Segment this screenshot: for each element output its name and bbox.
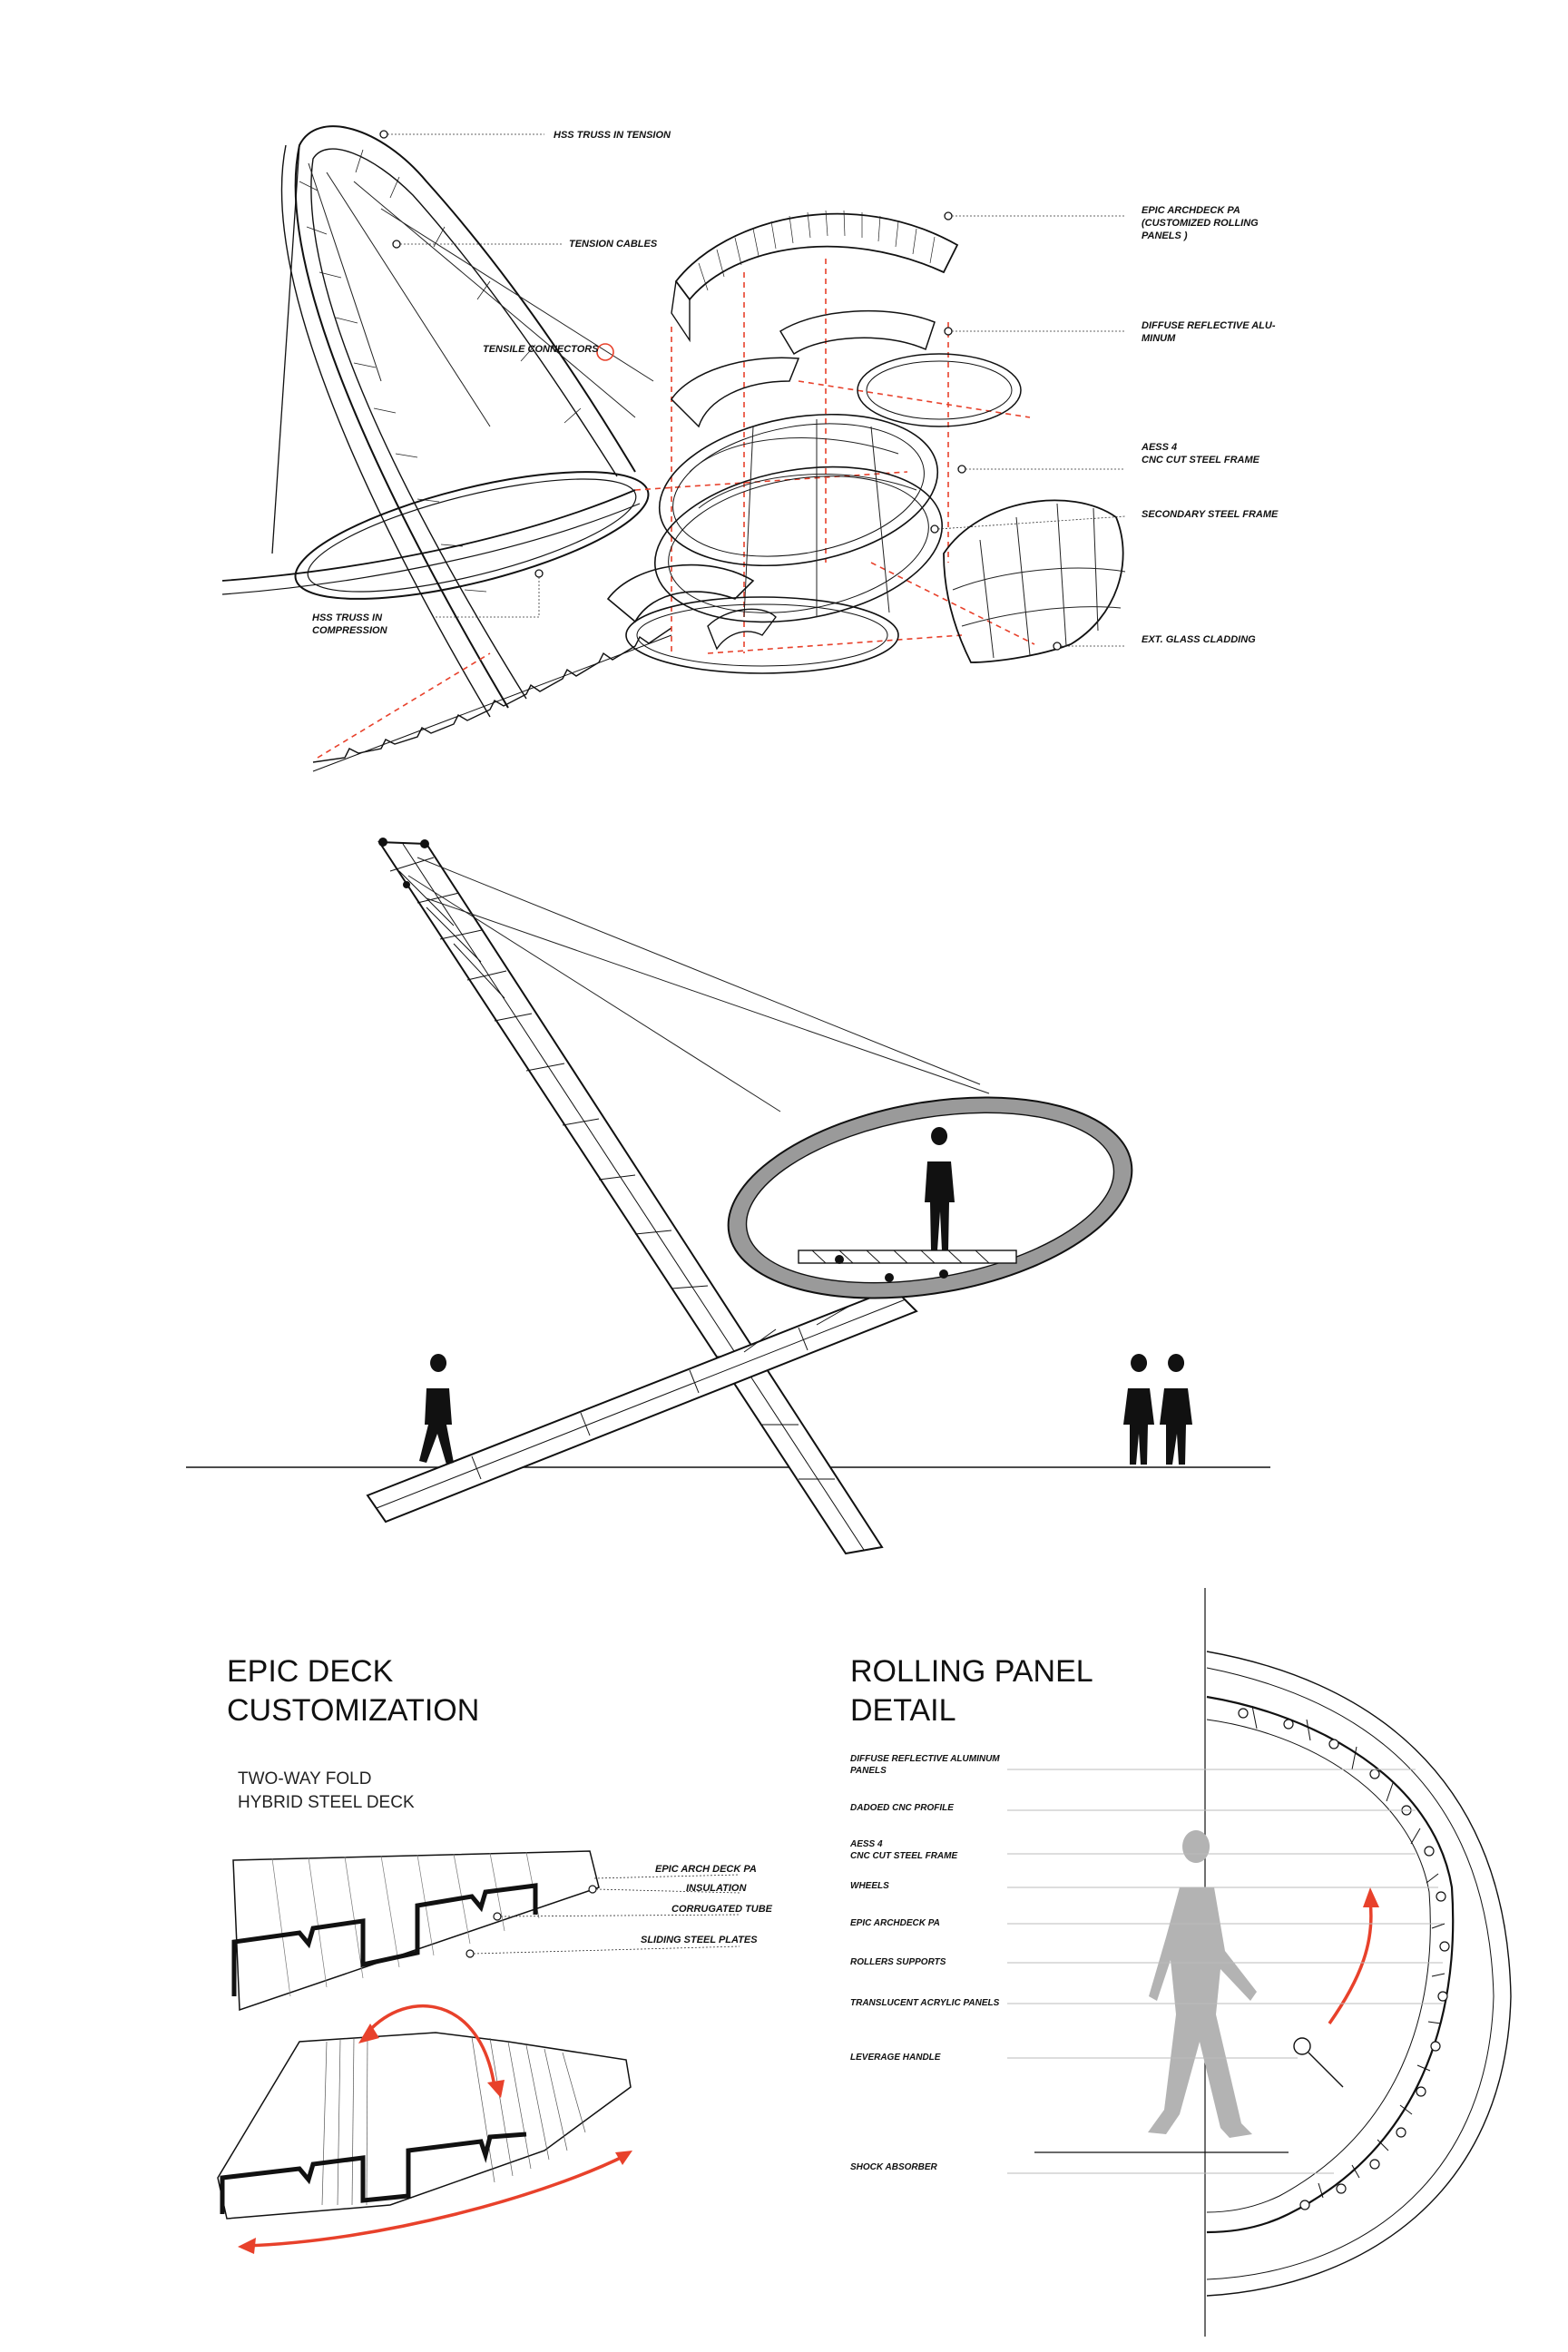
label-epic-arch-deck: EPIC ARCH DECK PA (655, 1864, 757, 1875)
label-corrugated-tube: CORRUGATED TUBE (671, 1904, 773, 1915)
walking-person-right-2 (1160, 1354, 1192, 1465)
elevation-drawing (186, 838, 1270, 1553)
deck-title-line1: EPIC DECK (227, 1654, 394, 1689)
arch-truss-drawing (222, 126, 671, 771)
label-diffuse-aluminum-panels-1: DIFFUSE REFLECTIVE ALUMINUM (850, 1754, 1000, 1764)
label-epic-archdeck-1: EPIC ARCHDECK PA (1142, 205, 1240, 216)
elevated-ring (712, 1069, 1148, 1328)
label-leverage-handle: LEVERAGE HANDLE (850, 2053, 941, 2063)
rolling-title-line1: ROLLING PANEL (850, 1654, 1093, 1689)
deck-section-drawing (233, 1851, 599, 2010)
label-aess4-1: AESS 4 (1142, 442, 1178, 453)
glass-cladding-drawing (944, 500, 1125, 662)
label-dadoed-cnc-profile: DADOED CNC PROFILE (850, 1803, 954, 1813)
rolling-track-drawing (1207, 1651, 1511, 2296)
red-assembly-lines (318, 259, 1034, 758)
label-tensile-connectors: TENSILE CONNECTORS (483, 344, 599, 355)
label-rollers-supports: ROLLERS SUPPORTS (850, 1957, 946, 1967)
label-tension-cables: TENSION CABLES (569, 239, 658, 250)
label-hss-truss-compression-1: HSS TRUSS IN (312, 612, 383, 623)
steel-frame-drawing (608, 394, 955, 673)
exploded-axonometric (222, 126, 1279, 771)
label-epic-archdeck-2: (CUSTOMIZED ROLLING (1142, 218, 1259, 229)
label-diffuse-aluminum-1: DIFFUSE REFLECTIVE ALU- (1142, 320, 1276, 331)
label-sliding-steel-plates: SLIDING STEEL PLATES (641, 1935, 758, 1945)
label-insulation: INSULATION (686, 1883, 747, 1894)
label-epic-archdeck-rolling: EPIC ARCHDECK PA (850, 1918, 940, 1928)
label-secondary-steel-frame: SECONDARY STEEL FRAME (1142, 509, 1279, 520)
deck-subtitle-line2: HYBRID STEEL DECK (238, 1793, 415, 1812)
label-hss-truss-tension: HSS TRUSS IN TENSION (554, 130, 671, 141)
label-aess4-2: CNC CUT STEEL FRAME (1142, 455, 1259, 466)
walking-person-left (419, 1354, 454, 1465)
label-hss-truss-compression-2: COMPRESSION (312, 625, 387, 636)
folded-deck-drawing (218, 2033, 631, 2219)
rolling-title-line2: DETAIL (850, 1693, 956, 1728)
fold-arrow-head-left (238, 2238, 256, 2254)
label-translucent-acrylic: TRANSLUCENT ACRYLIC PANELS (850, 1998, 1000, 2008)
deck-title-line2: CUSTOMIZATION (227, 1693, 480, 1728)
label-epic-archdeck-3: PANELS ) (1142, 230, 1188, 241)
label-wheels: WHEELS (850, 1881, 889, 1891)
label-glass-cladding: EXT. GLASS CLADDING (1142, 634, 1256, 645)
rolling-panel-section (849, 1588, 1511, 2337)
label-shock-absorber: SHOCK ABSORBER (850, 2162, 937, 2172)
label-diffuse-aluminum-panels-2: PANELS (850, 1766, 887, 1776)
grey-walking-person (1148, 1830, 1257, 2138)
deck-customization-section (218, 1654, 773, 2254)
label-aess4-rolling-2: CNC CUT STEEL FRAME (850, 1851, 958, 1861)
label-aess4-rolling-1: AESS 4 (850, 1839, 883, 1849)
deck-subtitle-line1: TWO-WAY FOLD (238, 1769, 372, 1788)
label-diffuse-aluminum-2: MINUM (1142, 333, 1176, 344)
archdeck-shell-drawing (671, 211, 1021, 426)
walking-person-right-1 (1123, 1354, 1154, 1465)
